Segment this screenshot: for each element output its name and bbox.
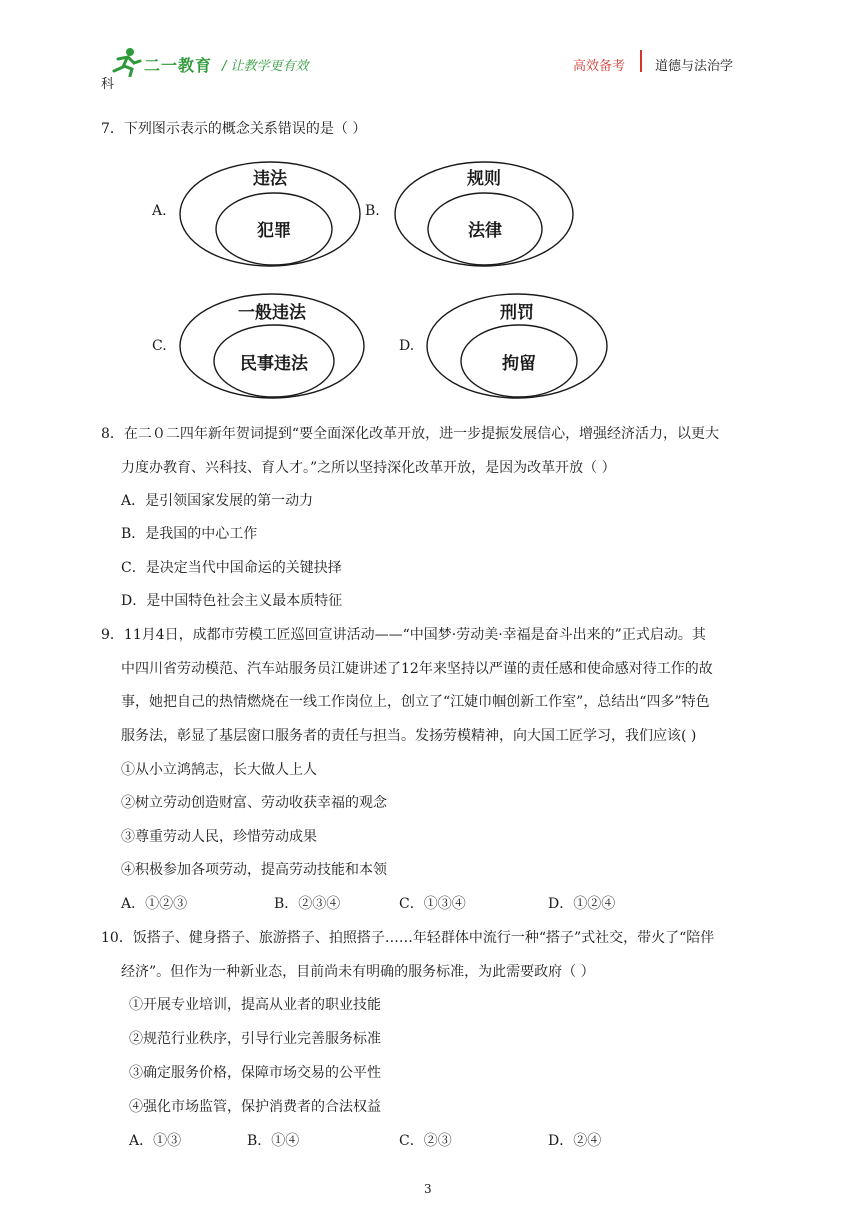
brand-slogan: / 让教学更有效 <box>222 59 309 74</box>
q9-option-a: A．①②③ <box>121 896 188 912</box>
q9-item-1: ①从小立鸿鹄志，长大做人上人 <box>121 762 317 778</box>
q8-stem-line-2: 力度办教育、兴科技、育人才。”之所以坚持深化改革开放，是因为改革开放（ ） <box>121 460 616 476</box>
q8-option-a: A．是引领国家发展的第一动力 <box>121 493 314 509</box>
q9-option-d: D．①②④ <box>548 896 616 912</box>
q9-item-2: ②树立劳动创造财富、劳动收获幸福的观念 <box>121 795 387 811</box>
q9-option-b: B．②③④ <box>274 896 341 912</box>
q10-option-d: D．②④ <box>548 1133 602 1149</box>
q7-b-inner-label: 法律 <box>468 221 502 241</box>
q9-option-c: C．①③④ <box>399 896 466 912</box>
header-divider <box>640 50 642 72</box>
brand-logo-runner-icon <box>110 47 142 77</box>
q10-item-4: ④强化市场监管，保护消费者的合法权益 <box>129 1099 381 1115</box>
q9-stem-line-4: 服务法，彰显了基层窗口服务者的责任与担当。发扬劳模精神，向大国工匠学习，我们应该( ) <box>121 728 697 744</box>
q7-stem: 7．下列图示表示的概念关系错误的是（ ） <box>101 121 367 137</box>
q10-item-2: ②规范行业秩序，引导行业完善服务标准 <box>129 1031 381 1047</box>
q7-option-d-diagram <box>425 292 610 400</box>
q9-stem-line-2: 中四川省劳动模范、汽车站服务员江婕讲述了12年来坚持以严谨的责任感和使命感对待工作的故 <box>121 661 713 677</box>
q10-option-b: B．①④ <box>247 1133 300 1149</box>
header-subject-wrap: 科 <box>101 77 115 92</box>
q9-stem-line-3: 事，她把自己的热情燃烧在一线工作岗位上，创立了“江婕巾帼创新工作室”，总结出“四多”特色 <box>121 694 710 710</box>
q8-stem-line-1: 8．在二０二四年新年贺词提到“要全面深化改革开放，进一步提振发展信心，增强经济活力，以更大 <box>101 426 720 442</box>
q10-option-a: A．①③ <box>129 1133 182 1149</box>
q7-option-d-letter: D. <box>399 338 415 354</box>
brand-name: 二一教育 <box>144 56 213 75</box>
q7-c-outer-label: 一般违法 <box>238 303 306 323</box>
q10-item-3: ③确定服务价格，保障市场交易的公平性 <box>129 1065 381 1081</box>
q9-stem-line-1: 9．11月4日，成都市劳模工匠巡回宣讲活动——“中国梦·劳动美·幸福是奋斗出来的”正式启动。其 <box>101 627 706 643</box>
q7-a-inner-label: 犯罪 <box>257 221 291 241</box>
q7-option-a-diagram <box>178 160 363 270</box>
page-number: 3 <box>424 1182 432 1196</box>
q8-option-d: D．是中国特色社会主义最本质特征 <box>121 593 343 609</box>
q8-option-b: B．是我国的中心工作 <box>121 526 258 542</box>
q10-stem-line-2: 经济”。但作为一种新业态，目前尚未有明确的服务标准，为此需要政府（ ） <box>121 964 595 980</box>
q7-b-outer-label: 规则 <box>467 169 501 189</box>
q7-option-b-letter: B. <box>365 203 380 219</box>
q9-item-4: ④积极参加各项劳动，提高劳动技能和本领 <box>121 862 387 878</box>
q8-option-c: C．是决定当代中国命运的关键抉择 <box>121 560 342 576</box>
q10-option-c: C．②③ <box>399 1133 452 1149</box>
header-subject: 道德与法治学 <box>655 59 734 74</box>
q7-c-inner-label: 民事违法 <box>240 354 308 374</box>
q7-d-outer-label: 刑罚 <box>500 303 534 323</box>
q9-item-3: ③尊重劳动人民，珍惜劳动成果 <box>121 829 317 845</box>
q7-option-a-letter: A. <box>152 203 167 219</box>
q7-d-inner-label: 拘留 <box>502 354 536 374</box>
q7-option-c-letter: C. <box>152 338 167 354</box>
q7-a-outer-label: 违法 <box>253 169 287 189</box>
header-tag: 高效备考 <box>573 59 626 74</box>
q10-stem-line-1: 10．饭搭子、健身搭子、旅游搭子、拍照搭子……年轻群体中流行一种“搭子”式社交，带火了“陪伴 <box>101 930 715 946</box>
q7-option-c-diagram <box>178 292 368 400</box>
q10-item-1: ①开展专业培训，提高从业者的职业技能 <box>129 997 381 1013</box>
q7-option-b-diagram <box>393 160 578 270</box>
